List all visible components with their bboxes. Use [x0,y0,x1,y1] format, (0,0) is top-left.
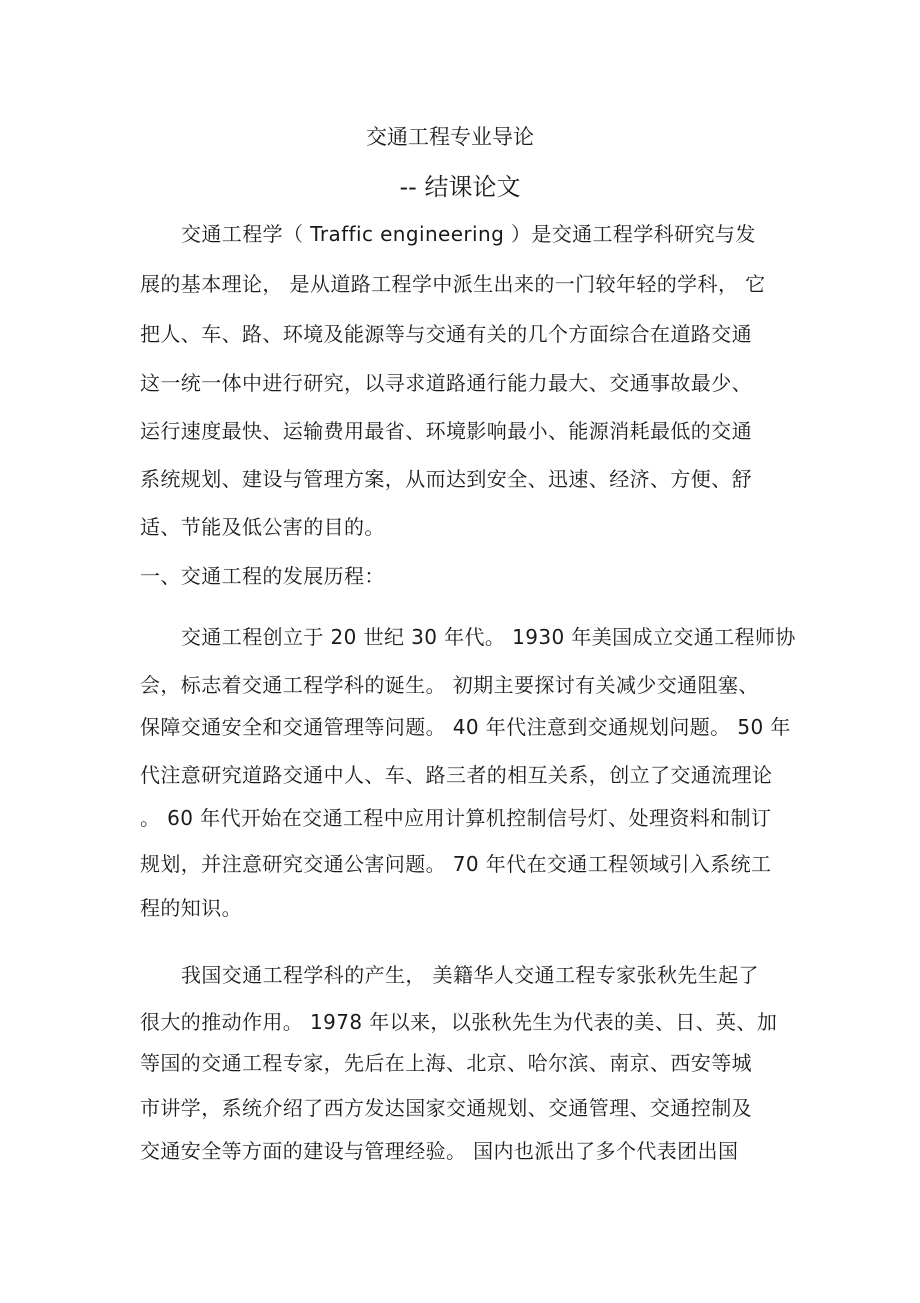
paragraph-line: 市讲学，系统介绍了西方发达国家交通规划、交通管理、交通控制及 [140,1096,752,1120]
paragraph-line: 程的知识。 [140,896,242,920]
document-subtitle: -- 结课论文 [399,173,521,201]
paragraph-line: 代注意研究道路交通中人、车、路三者的相互关系，创立了交通流理论 [140,763,773,787]
paragraph-line: 我国交通工程学科的产生， 美籍华人交通工程专家张秋先生起了 [181,963,759,987]
paragraph-line: 保障交通安全和交通管理等问题。 40 年代注意到交通规划问题。 50 年 [140,715,791,739]
paragraph-line: 交通工程创立于 20 世纪 30 年代。 1930 年美国成立交通工程师协 [181,625,796,649]
paragraph-line: 会，标志着交通工程学科的诞生。 初期主要探讨有关减少交通阻塞、 [140,673,759,697]
document-title: 交通工程专业导论 [366,125,534,149]
paragraph-line: 把人、车、路、环境及能源等与交通有关的几个方面综合在道路交通 [140,322,752,346]
paragraph-line: 系统规划、建设与管理方案，从而达到安全、迅速、经济、方便、舒 [140,467,752,491]
paragraph-line: 。 60 年代开始在交通工程中应用计算机控制信号灯、处理资料和制订 [140,806,772,830]
paragraph-line: 交通安全等方面的建设与管理经验。 国内也派出了多个代表团出国 [140,1139,739,1163]
paragraph-line: 规划，并注意研究交通公害问题。 70 年代在交通工程领域引入系统工 [140,852,772,876]
paragraph-line: 等国的交通工程专家，先后在上海、北京、哈尔滨、南京、西安等城 [140,1051,752,1075]
section-heading: 一、交通工程的发展历程： [140,564,385,588]
paragraph-line: 展的基本理论， 是从道路工程学中派生出来的一门较年轻的学科， 它 [140,272,766,296]
paragraph-line: 适、节能及低公害的目的。 [140,515,385,539]
paragraph-line: 交通工程学（ Traffic engineering ）是交通工程学科研究与发 [181,222,756,246]
paragraph-line: 这一统一体中进行研究，以寻求道路通行能力最大、交通事故最少、 [140,371,752,395]
paragraph-line: 很大的推动作用。 1978 年以来，以张秋先生为代表的美、日、英、加 [140,1010,778,1034]
paragraph-line: 运行速度最快、运输费用最省、环境影响最小、能源消耗最低的交通 [140,419,752,443]
